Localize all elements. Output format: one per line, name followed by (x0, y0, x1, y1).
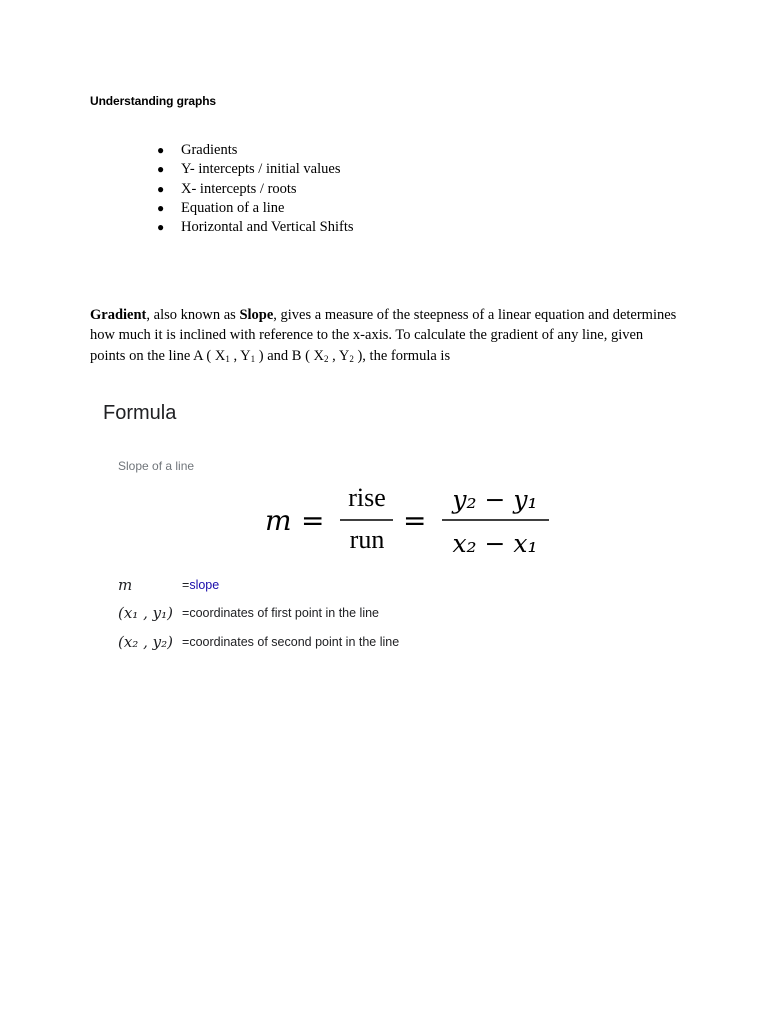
fraction-denominator: x₂ − x₁ (452, 529, 538, 558)
bullet-icon: ● (157, 143, 165, 157)
subscript: 1 (225, 353, 230, 364)
paragraph-text: ), the formula is (353, 347, 451, 364)
list-item (157, 199, 354, 218)
fraction-rise: rise (348, 483, 386, 512)
subscript: 2 (324, 353, 329, 364)
definition-symbol: (x₁ , y₁) (118, 604, 173, 622)
paragraph-text: , also known as (146, 307, 240, 323)
slope-equation (265, 476, 565, 566)
term-slope: Slope (239, 307, 274, 323)
equation-lhs: m (265, 504, 292, 537)
slope-link[interactable]: slope (189, 578, 220, 592)
subscript: 2 (349, 353, 354, 364)
paragraph-text: ) and B ( X (255, 347, 325, 364)
definition-row (118, 602, 379, 624)
list-item (157, 141, 354, 160)
gradient-paragraph (90, 305, 680, 366)
page-title: Understanding graphs (90, 94, 217, 108)
formula-heading: Formula (103, 402, 177, 424)
formula-image (100, 396, 570, 666)
list-item (157, 218, 354, 237)
definition-text: coordinates of second point in the line (189, 635, 400, 649)
definition-equals: = (182, 606, 190, 620)
equation-equals: = (301, 504, 325, 537)
paragraph-text: , Y (328, 347, 350, 364)
formula-subheading: Slope of a line (118, 459, 195, 473)
paragraph-text: , gives a measure of the steepness of a linear equation and determines how much it is inclined with reference to the x-axis. To calculate the gradient of any line, given points on the line A ( X (90, 307, 677, 364)
list-item-label: Equation of a line (181, 199, 285, 216)
topic-list (157, 141, 354, 237)
bullet-icon: ● (157, 220, 165, 235)
list-item-label: Horizontal and Vertical Shifts (181, 219, 354, 236)
definition-text: coordinates of first point in the line (189, 606, 380, 620)
definition-equals: = (182, 635, 190, 649)
bullet-icon: ● (157, 162, 165, 177)
list-item (157, 180, 354, 199)
list-item-label: Y- intercepts / initial values (181, 161, 341, 178)
paragraph-text: , Y (229, 347, 251, 364)
definition-equals: = (182, 578, 190, 592)
fraction-numerator: y₂ − y₁ (452, 485, 538, 514)
equation-equals: = (403, 504, 427, 537)
definition-row (118, 574, 219, 596)
subscript: 1 (250, 353, 256, 364)
fraction-run: run (349, 525, 385, 554)
bullet-icon: ● (157, 181, 165, 196)
list-item-label: X- intercepts / roots (181, 180, 297, 197)
bullet-icon: ● (157, 200, 165, 215)
definition-symbol: m (118, 576, 133, 594)
list-item-label: Gradients (181, 142, 238, 158)
term-gradient: Gradient (90, 307, 147, 323)
definition-symbol: (x₂ , y₂) (118, 633, 173, 651)
list-item (157, 160, 354, 179)
definition-row (118, 631, 399, 653)
